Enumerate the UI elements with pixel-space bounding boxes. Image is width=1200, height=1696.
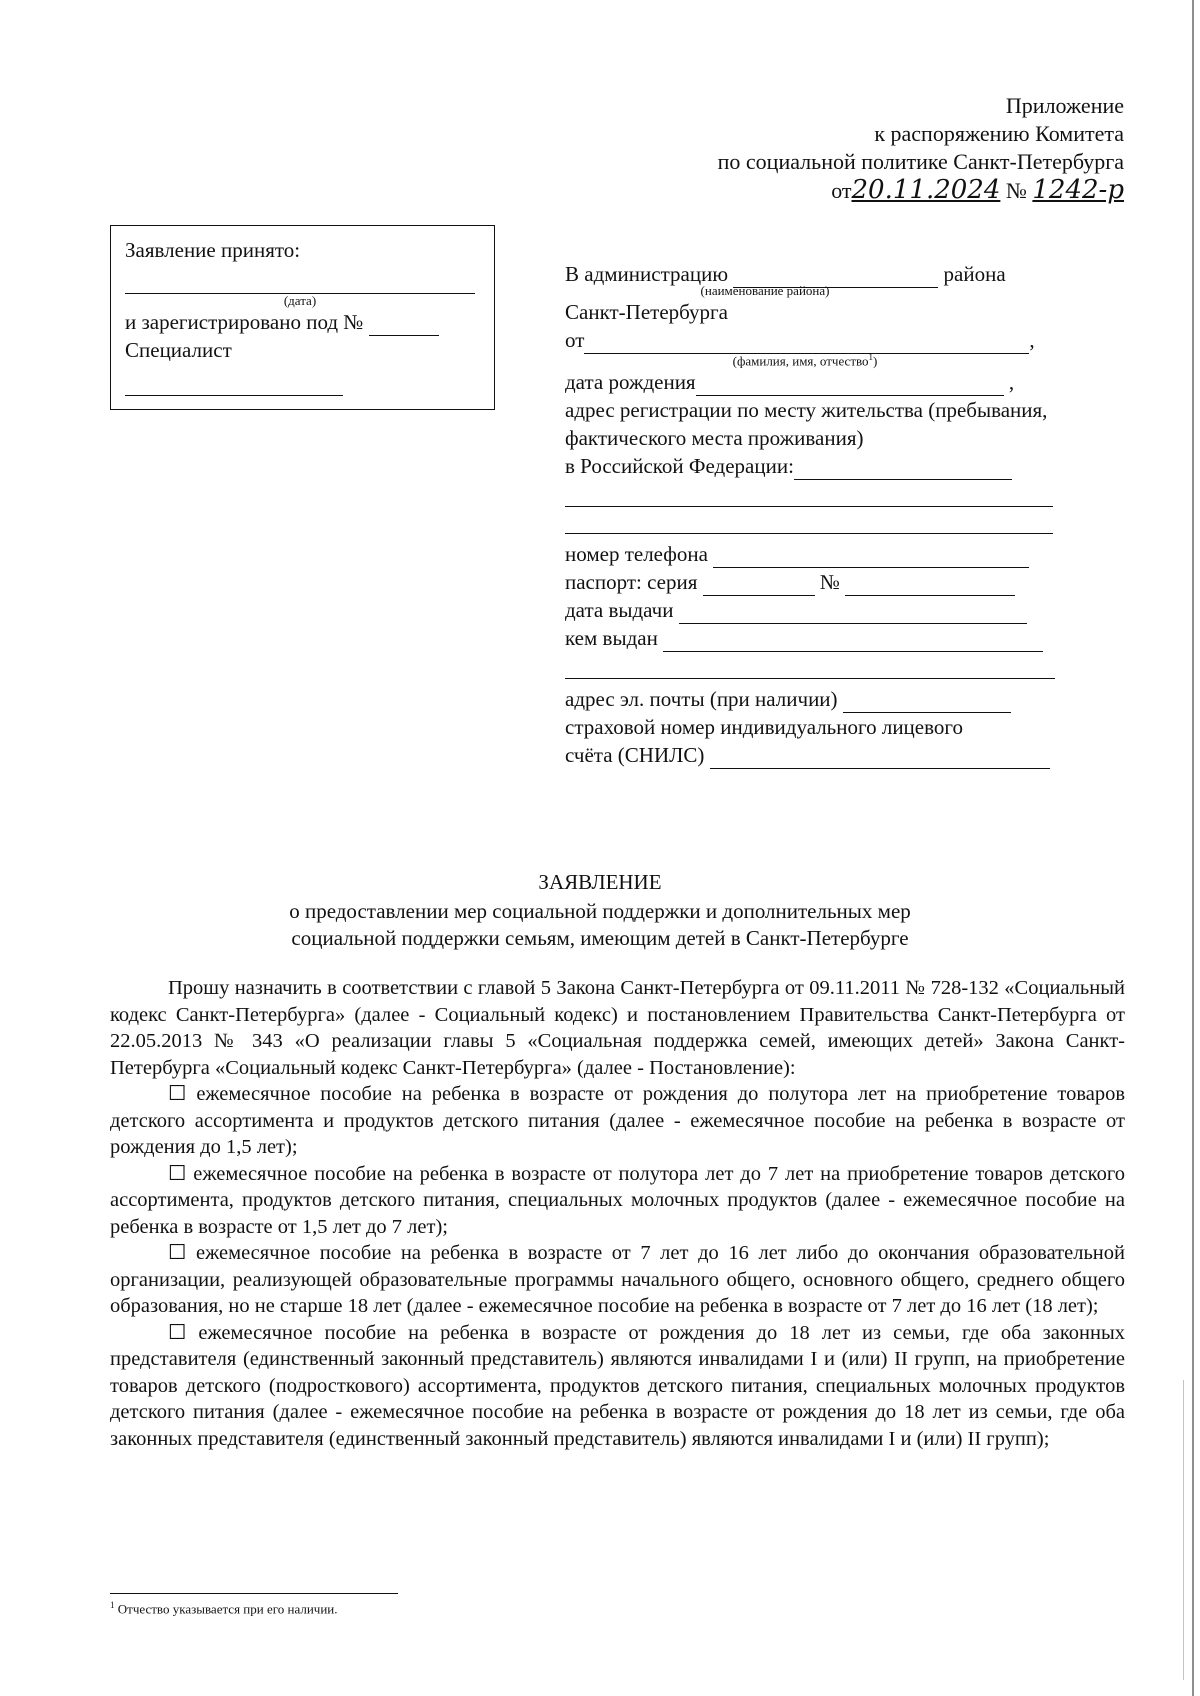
passport-no-label: № xyxy=(819,570,840,595)
appendix-line-3: по социальной политике Санкт-Петербурга xyxy=(717,149,1124,174)
city-label: Санкт-Петербурга xyxy=(565,300,728,324)
address-field-line-2[interactable] xyxy=(565,480,1053,507)
birth-label: дата рождения xyxy=(565,370,696,395)
registration-stamp-box xyxy=(110,225,495,410)
stamp-date-field[interactable] xyxy=(125,279,475,294)
address-line-2: фактического места проживания) xyxy=(565,426,864,451)
scan-edge-secondary xyxy=(1183,1380,1184,1680)
stamp-reg-number-field[interactable] xyxy=(369,315,439,336)
stamp-accepted: Заявление принято: xyxy=(125,238,301,262)
from-label: от xyxy=(565,328,585,352)
checkbox-3[interactable]: ☐ xyxy=(168,1242,187,1264)
fio-caption: (фамилия, имя, отчество$^1$) xyxy=(732,352,878,369)
checkbox-2[interactable]: ☐ xyxy=(168,1162,187,1185)
addressee-block: В администрацию района (наименование района) Санкт-Петербурга от , (фамилия, имя, отчество$^1$) дата рождения , адрес регистрации по месту жительства (пребывания, фактического места проживания) в Российской Федерации: номер телефона паспорт: серия № дата выдачи кем выдан адрес эл. почты (при наличии) страховой номер индивидуального лицевого счёта (СНИЛС) xyxy=(565,260,1065,769)
to-admin-label: В администрацию xyxy=(565,262,729,286)
snils-field[interactable] xyxy=(710,746,1050,769)
address-field-line-3[interactable] xyxy=(565,507,1053,534)
benefit-item-2: ☐ ежемесячное пособие на ребенка в возрасте от полутора лет до 7 лет на приобретение товаров детского ассортимента, продуктов детского питания, специальных молочных продуктов (далее - ежемесячное пособие на ребенка в возрасте от 1,5 лет до 7 лет); xyxy=(110,1162,1125,1238)
appendix-header xyxy=(718,92,1124,205)
appendix-number: 1242-р xyxy=(1032,175,1124,205)
issued-by-label: кем выдан xyxy=(565,626,658,651)
document-subtitle-2: социальной поддержки семьям, имеющим детей в Санкт-Петербурге xyxy=(291,926,909,950)
document-title: ЗАЯВЛЕНИЕ xyxy=(538,870,662,894)
footnote xyxy=(110,1600,338,1617)
footnote-mark: 1 xyxy=(110,1600,115,1610)
benefit-item-4: ☐ ежемесячное пособие на ребенка в возрасте от рождения до 18 лет из семьи, где оба законных представителя (единственный законный представитель) являются инвалидами I и (или) II групп, на приобретение товаров детского (подросткового) ассортимента, продуктов детского питания, специальных молочных продуктов детского питания (далее - ежемесячное пособие на ребенка в возрасте от рождения до 18 лет из семьи, где оба законных представителя (единственный законный представитель) являются инвалидами I и (или) II групп); xyxy=(110,1321,1125,1450)
appendix-line-2: к распоряжению Комитета xyxy=(874,121,1124,146)
scan-edge xyxy=(1192,0,1194,1696)
appendix-line-1: Приложение xyxy=(1005,93,1124,118)
stamp-specialist: Специалист xyxy=(125,338,232,362)
snils-label-1: страховой номер индивидуального лицевого xyxy=(565,715,963,740)
birth-date-field[interactable] xyxy=(696,373,1004,396)
district-caption: (наименование района) xyxy=(700,283,830,298)
address-field[interactable] xyxy=(794,457,1012,480)
stamp-registered: и зарегистрировано под № xyxy=(125,310,364,334)
issued-by-field[interactable] xyxy=(663,629,1043,652)
document-subtitle-1: о предоставлении мер социальной поддержки и дополнительных мер xyxy=(289,899,911,923)
checkbox-4[interactable]: ☐ xyxy=(168,1321,187,1344)
snils-label-2: счёта (СНИЛС) xyxy=(565,743,705,768)
email-label: адрес эл. почты (при наличии) xyxy=(565,687,838,712)
appendix-date: 20.11.2024 xyxy=(851,175,1001,205)
footnote-text: Отчество указывается при его наличии. xyxy=(117,1601,338,1617)
email-field[interactable] xyxy=(843,690,1011,713)
issue-date-label: дата выдачи xyxy=(565,598,674,623)
district-word: района xyxy=(943,262,1006,286)
passport-series-field[interactable] xyxy=(703,573,815,596)
appendix-date-line xyxy=(718,176,1124,205)
stamp-specialist-field[interactable] xyxy=(125,381,343,396)
passport-number-field[interactable] xyxy=(845,573,1015,596)
benefit-item-3: ☐ ежемесячное пособие на ребенка в возрасте от 7 лет до 16 лет либо до окончания образовательной организации, реализующей образовательные программы начального общего, основного общего, среднего общего образования, но не старше 18 лет (далее - ежемесячное пособие на ребенка в возрасте от 7 лет до 16 лет (18 лет); xyxy=(110,1242,1125,1317)
phone-label: номер телефона xyxy=(565,542,708,567)
issue-date-field[interactable] xyxy=(679,601,1027,624)
checkbox-1[interactable]: ☐ xyxy=(168,1083,187,1105)
address-line-1: адрес регистрации по месту жительства (пребывания, xyxy=(565,398,1048,423)
issued-by-field-line-2[interactable] xyxy=(565,652,1055,679)
document-body xyxy=(110,975,1125,1452)
stamp-date-caption: (дата) xyxy=(283,293,317,308)
intro-paragraph: Прошу назначить в соответствии с главой 5 Закона Санкт-Петербурга от 09.11.2011 № 728-132 «Социальный кодекс Санкт-Петербурга» (далее - Социальный кодекс) и постановлением Правительства Санкт-Петербурга от 22.05.2013 № 343 «О реализации главы 5 «Социальная поддержка семей, имеющих детей» Закона Санкт-Петербурга «Социальный кодекс Санкт-Петербурга» (далее - Постановление): xyxy=(110,977,1125,1079)
address-line-3: в Российской Федерации: xyxy=(565,454,794,479)
passport-label: паспорт: серия xyxy=(565,570,698,595)
appendix-no: № xyxy=(1005,178,1027,203)
benefit-item-1: ☐ ежемесячное пособие на ребенка в возрасте от рождения до полутора лет на приобретение товаров детского ассортимента и продуктов детского питания (далее - ежемесячное пособие на ребенка в возрасте от рождения до 1,5 лет); xyxy=(110,1083,1126,1158)
footnote-rule xyxy=(110,1593,398,1594)
appendix-ot: от xyxy=(831,178,852,203)
phone-field[interactable] xyxy=(713,545,1029,568)
